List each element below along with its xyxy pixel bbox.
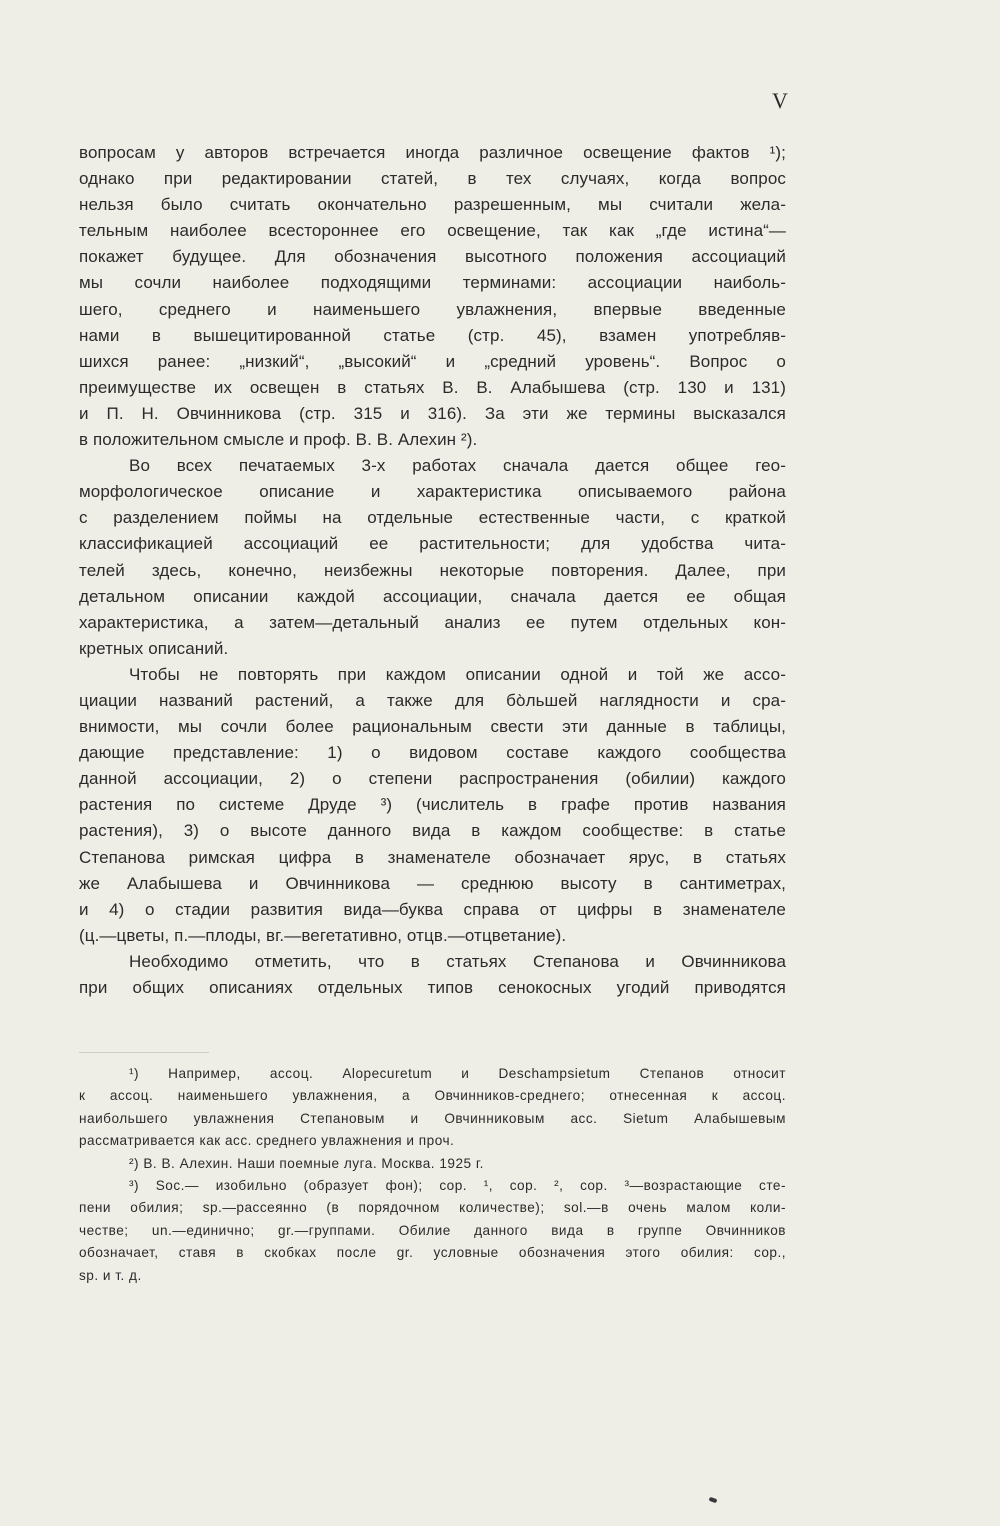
paragraph bbox=[79, 662, 786, 949]
text-line: покажет будущее. Для обозначения высотного положения ассоциаций bbox=[79, 247, 786, 267]
footnote-line: sp. и т. д. bbox=[79, 1267, 142, 1283]
text-line: растения по системе Друде ³) (числитель в графе против названия bbox=[79, 795, 786, 815]
page-number: V bbox=[772, 88, 788, 113]
footnote-line: ²) В. В. Алехин. Наши поемные луга. Москва. 1925 г. bbox=[129, 1155, 484, 1171]
footnote-line: ³) Soc.— изобильно (образует фон); cop. ¹, cop. ², cop. ³—возрастающие сте- bbox=[129, 1177, 786, 1193]
text-line: Степанова римская цифра в знаменателе обозначает ярус, в статьях bbox=[79, 847, 786, 867]
footnote-line: к ассоц. наименьшего увлажнения, а Овчинников-среднего; отнесенная к ассоц. bbox=[79, 1088, 786, 1104]
footnote bbox=[79, 1175, 786, 1287]
text-line: Во всех печатаемых 3-х работах сначала дается общее гео- bbox=[129, 456, 786, 476]
text-line: (ц.—цветы, п.—плоды, вг.—вегетативно, отцв.—отцветание). bbox=[79, 925, 567, 945]
text-line: однако при редактировании статей, в тех случаях, когда вопрос bbox=[79, 169, 786, 189]
text-line: растения), 3) о высоте данного вида в каждом сообществе: в статье bbox=[79, 821, 786, 841]
text-line: циации названий растений, а также для бо̀льшей наглядности и сра- bbox=[79, 690, 786, 710]
text-line: тельным наиболее всестороннее его освещение, так как „где истина“— bbox=[79, 221, 786, 241]
text-line: шего, среднего и наименьшего увлажнения, впервые введенные bbox=[79, 299, 786, 319]
text-line: характеристика, а затем—детальный анализ ее путем отдельных кон- bbox=[79, 612, 786, 632]
paragraph bbox=[79, 140, 786, 453]
ink-speck bbox=[709, 1497, 718, 1503]
text-line: морфологическое описание и характеристика описываемого района bbox=[79, 482, 786, 502]
footnote-line: пени обилия; sp.—рассеянно (в порядочном количестве); sol.—в очень малом коли- bbox=[79, 1200, 786, 1216]
paragraph bbox=[79, 453, 786, 662]
footnotes bbox=[79, 1063, 786, 1287]
text-line: данной ассоциации, 2) о степени распространения (обилии) каждого bbox=[79, 769, 786, 789]
footnote-line: наибольшего увлажнения Степановым и Овчинниковым асс. Sietum Алабышевым bbox=[79, 1110, 786, 1126]
text-line: преимуществе их освещен в статьях В. В. Алабышева (стр. 130 и 131) bbox=[79, 377, 786, 397]
text-line: шихся ранее: „низкий“, „высокий“ и „средний уровень“. Вопрос о bbox=[79, 351, 786, 371]
text-line: нельзя было считать окончательно разрешенным, мы считали жела- bbox=[79, 195, 786, 215]
footnote-line: рассматривается как асс. среднего увлажнения и проч. bbox=[79, 1133, 455, 1149]
footnote-line: честве; un.—единично; gr.—группами. Обилие данного вида в группе Овчинников bbox=[79, 1222, 786, 1238]
text-line: дающие представление: 1) о видовом составе каждого сообщества bbox=[79, 743, 786, 763]
footnote bbox=[79, 1063, 786, 1153]
text-line: Чтобы не повторять при каждом описании одной и той же ассо- bbox=[129, 664, 786, 684]
text-line: внимости, мы сочли более рациональным свести эти данные в таблицы, bbox=[79, 717, 786, 737]
text-line: Необходимо отметить, что в статьях Степанова и Овчинникова bbox=[129, 951, 786, 971]
text-line: нами в вышецитированной статье (стр. 45), взамен употребляв- bbox=[79, 325, 786, 345]
text-line: мы сочли наиболее подходящими терминами: ассоциации наиболь- bbox=[79, 273, 786, 293]
footnote-line: обозначает, ставя в скобках после gr. условные обозначения этого обилия: cop., bbox=[79, 1245, 786, 1261]
text-line: же Алабышева и Овчинникова — среднюю высоту в сантиметрах, bbox=[79, 873, 786, 893]
main-text bbox=[79, 140, 786, 1001]
text-line: телей здесь, конечно, неизбежны некоторые повторения. Далее, при bbox=[79, 560, 786, 580]
text-line: и 4) о стадии развития вида—буква справа от цифры в знаменателе bbox=[79, 899, 786, 919]
paragraph bbox=[79, 949, 786, 1001]
text-line: классификацией ассоциаций ее растительности; для удобства чита- bbox=[79, 534, 786, 554]
text-line: кретных описаний. bbox=[79, 638, 229, 658]
footnote-divider bbox=[79, 1052, 209, 1053]
text-line: с разделением поймы на отдельные естественные части, с краткой bbox=[79, 508, 786, 528]
text-line: в положительном смысле и проф. В. В. Алехин ²). bbox=[79, 430, 478, 450]
text-line: детальном описании каждой ассоциации, сначала дается ее общая bbox=[79, 586, 786, 606]
text-line: и П. Н. Овчинникова (стр. 315 и 316). За эти же термины высказался bbox=[79, 403, 786, 423]
footnote bbox=[79, 1153, 786, 1175]
text-line: вопросам у авторов встречается иногда различное освещение фактов ¹); bbox=[79, 143, 786, 162]
footnote-line: ¹) Например, ассоц. Alopecuretum и Deschampsietum Степанов относит bbox=[129, 1066, 786, 1081]
text-line: при общих описаниях отдельных типов сенокосных угодий приводятся bbox=[79, 978, 786, 997]
